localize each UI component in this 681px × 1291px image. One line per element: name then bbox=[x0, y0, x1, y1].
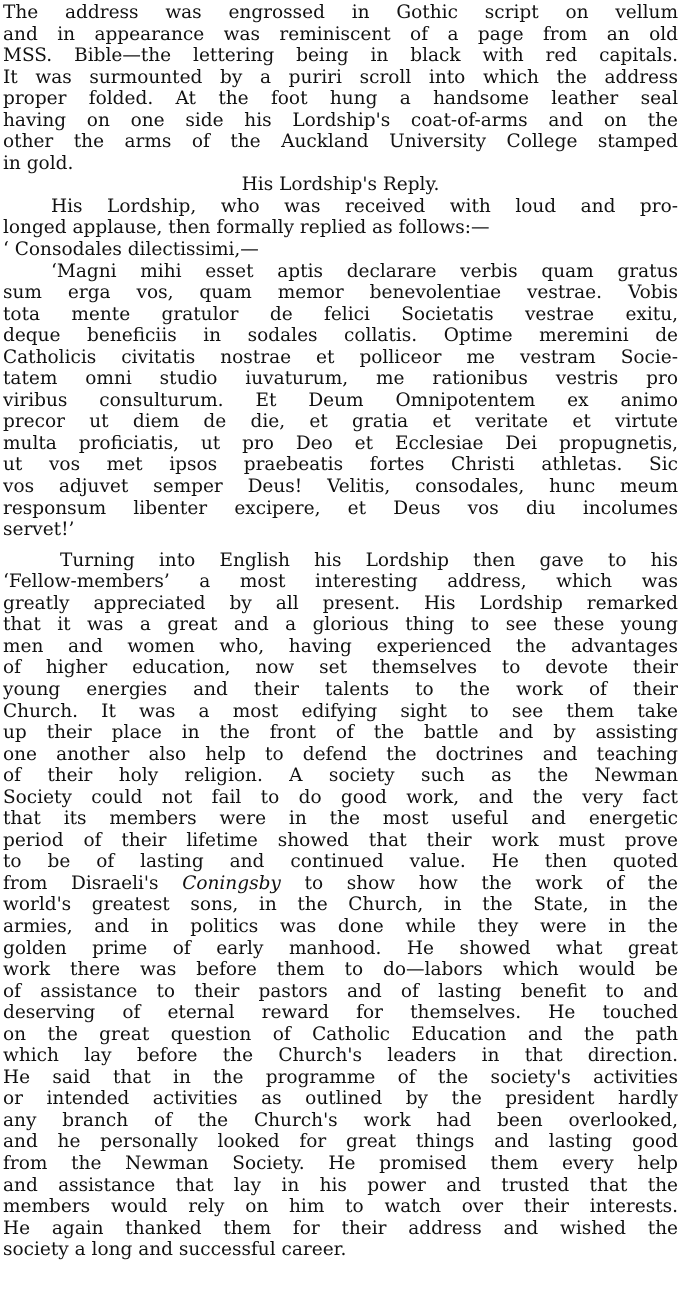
text-line: viribus consulturum. Et Deum Omnipotentem ex animo bbox=[3, 389, 678, 411]
text-line: vos adjuvet semper Deus! Velitis, consodales, hunc meum bbox=[3, 476, 678, 498]
text-line: Turning into English his Lordship then gave to his bbox=[60, 549, 678, 571]
text-line: It was surmounted by a puriri scroll into which the address bbox=[3, 66, 678, 88]
text-line: world's greatest sons, in the Church, in the State, in the bbox=[3, 894, 678, 916]
text-line: tatem omni studio iuvaturum, me rationibus vestris pro bbox=[3, 368, 678, 390]
text-line: period of their lifetime showed that their work must prove bbox=[3, 829, 678, 851]
text-line: up their place in the front of the battle and by assisting bbox=[3, 722, 678, 744]
text-line: from the Newman Society. He promised them every help bbox=[3, 1152, 678, 1174]
text-segment: to show how the work of the bbox=[280, 872, 678, 894]
text-line: Church. It was a most edifying sight to see them take bbox=[3, 700, 678, 722]
text-line: proper folded. At the foot hung a handsome leather seal bbox=[3, 88, 678, 110]
text-line: servet!’ bbox=[3, 519, 75, 541]
paragraph-spacer bbox=[3, 541, 681, 550]
book-title-italic: Coningsby bbox=[182, 872, 281, 894]
text-line: longed applause, then formally replied as follows:— bbox=[3, 217, 490, 239]
text-line: The address was engrossed in Gothic script on vellum bbox=[3, 2, 678, 23]
text-line: responsum libenter excipere, et Deus vos diu incolumes bbox=[3, 497, 678, 519]
text-line: work there was before them to do—labors which would be bbox=[3, 959, 678, 981]
text-line: golden prime of early manhood. He showed what great bbox=[3, 937, 678, 959]
text-line: ‘Magni mihi esset aptis declarare verbis quam gratus bbox=[51, 260, 678, 282]
text-line: deserving of eternal reward for themselves. He touched bbox=[3, 1002, 678, 1024]
text-line: one another also help to defend the doctrines and teaching bbox=[3, 743, 678, 765]
text-line: members would rely on him to watch over their interests. bbox=[3, 1196, 678, 1218]
text-line: armies, and in politics was done while they were in the bbox=[3, 915, 678, 937]
text-line: His Lordship, who was received with loud and pro- bbox=[51, 195, 678, 217]
text-line: or intended activities as outlined by the president hardly bbox=[3, 1088, 678, 1110]
text-line: ‘Fellow-members’ a most interesting address, which was bbox=[3, 571, 678, 593]
text-line: of assistance to their pastors and of lasting benefit to and bbox=[3, 980, 678, 1002]
text-line: and assistance that lay in his power and trusted that the bbox=[3, 1174, 678, 1196]
text-line: Catholicis civitatis nostrae et polliceor me vestram Socie- bbox=[3, 346, 678, 368]
text-line: He said that in the programme of the society's activities bbox=[3, 1066, 678, 1088]
section-heading: His Lordship's Reply. bbox=[241, 174, 440, 196]
text-line: of their holy religion. A society such as the Newman bbox=[3, 765, 678, 787]
text-line: other the arms of the Auckland University College stamped bbox=[3, 131, 678, 153]
text-line: and in appearance was reminiscent of a page from an old bbox=[3, 23, 678, 45]
text-line: sum erga vos, quam memor benevolentiae vestrae. Vobis bbox=[3, 282, 678, 304]
text-line: men and women who, having experienced the advantages bbox=[3, 635, 678, 657]
text-line: He again thanked them for their address and wished the bbox=[3, 1217, 678, 1239]
text-line: that it was a great and a glorious thing to see these young bbox=[3, 614, 678, 636]
text-line-with-italic-title bbox=[3, 873, 678, 895]
text-line: society a long and successful career. bbox=[3, 1239, 347, 1261]
text-line: which lay before the Church's leaders in that direction. bbox=[3, 1045, 678, 1067]
text-line: and he personally looked for great things and lasting good bbox=[3, 1131, 678, 1153]
text-line: any branch of the Church's work had been overlooked, bbox=[3, 1109, 678, 1131]
latin-salutation: ‘ Consodales dilectissimi,— bbox=[3, 239, 259, 261]
text-segment: from Disraeli's bbox=[3, 872, 183, 894]
text-line: precor ut diem de die, et gratia et veritate et virtute bbox=[3, 411, 678, 433]
text-line: greatly appreciated by all present. His Lordship remarked bbox=[3, 592, 678, 614]
text-line: ut vos met ipsos praebeatis fortes Christi athletas. Sic bbox=[3, 454, 678, 476]
text-line: young energies and their talents to the work of their bbox=[3, 678, 678, 700]
paragraph-reception bbox=[3, 196, 681, 239]
text-line: of higher education, now set themselves to devote their bbox=[3, 657, 678, 679]
text-line: on the great question of Catholic Education and the path bbox=[3, 1023, 678, 1045]
paragraph-english-address bbox=[3, 550, 681, 1261]
text-line: MSS. Bible—the lettering being in black with red capitals. bbox=[3, 45, 678, 67]
text-line: in gold. bbox=[3, 152, 74, 174]
text-line: deque beneficiis in sodales collatis. Optime meremini de bbox=[3, 325, 678, 347]
text-line: multa proficiatis, ut pro Deo et Ecclesiae Dei propugnetis, bbox=[3, 432, 678, 454]
paragraph-latin-reply bbox=[3, 261, 681, 541]
text-line: that its members were in the most useful and energetic bbox=[3, 808, 678, 830]
paragraph-address-description bbox=[3, 2, 681, 174]
text-line: Society could not fail to do good work, and the very fact bbox=[3, 786, 678, 808]
text-line: to be of lasting and continued value. He then quoted bbox=[3, 851, 678, 873]
text-line: having on one side his Lordship's coat-of-arms and on the bbox=[3, 109, 678, 131]
text-line: tota mente gratulor de felici Societatis vestrae exitu, bbox=[3, 303, 678, 325]
